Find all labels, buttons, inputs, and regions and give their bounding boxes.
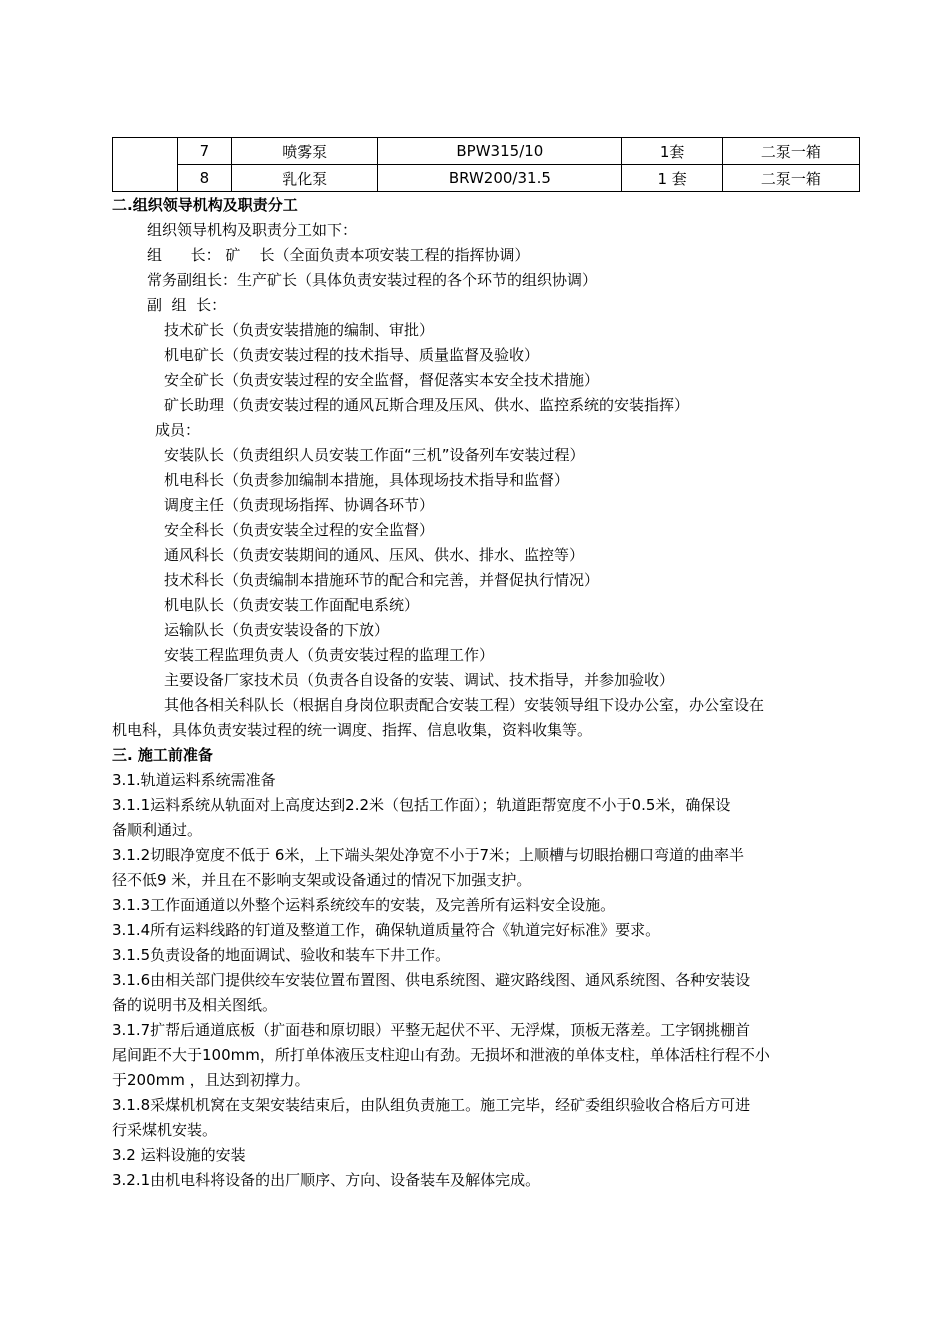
text-line: 技术科长（负责编制本措施环节的配合和完善，并督促执行情况） — [164, 571, 600, 589]
text-line: 机电科，具体负责安装过程的统一调度、指挥、信息收集，资料收集等。 — [112, 721, 593, 739]
text-line: 尾间距不大于100mm，所打单体液压支柱迎山有劲。无损坏和泄液的单体支柱，单体活柱行程不小 — [112, 1046, 770, 1064]
text-line: 安装队长（负责组织人员安装工作面“三机”设备列车安装过程） — [164, 446, 585, 464]
text-line: 3.1.8采煤机机窝在支架安装结束后，由队组负责施工。施工完毕，经矿委组织验收合格后方可进 — [112, 1096, 751, 1114]
text-line: 安全矿长（负责安装过程的安全监督，督促落实本安全技术措施） — [164, 371, 600, 389]
text-line: 3.2.1由机电科将设备的出厂顺序、方向、设备装车及解体完成。 — [112, 1171, 541, 1189]
text-line: 行采煤机安装。 — [112, 1121, 218, 1139]
section-heading: 二.组织领导机构及职责分工 — [112, 196, 298, 214]
section-heading: 三. 施工前准备 — [112, 746, 213, 764]
text-line: 调度主任（负责现场指挥、协调各环节） — [164, 496, 435, 514]
text-line: 3.1.1运料系统从轨面对上高度达到2.2米（包括工作面）；轨道距帮宽度不小于0.5米，确保设 — [112, 796, 731, 814]
table-cell-name: 喷雾泵 — [232, 138, 378, 165]
table-cell-model: BRW200/31.5 — [378, 165, 622, 192]
text-line: 备顺利通过。 — [112, 821, 203, 839]
text-line: 矿长助理（负责安装过程的通风瓦斯合理及压风、供水、监控系统的安装指挥） — [164, 396, 690, 414]
text-line: 组织领导机构及职责分工如下： — [147, 221, 358, 239]
table-cell-no: 8 — [177, 165, 232, 192]
text-line: 主要设备厂家技术员（负责各自设备的安装、调试、技术指导，并参加验收） — [164, 671, 675, 689]
text-line: 安全科长（负责安装全过程的安全监督） — [164, 521, 435, 539]
text-line: 运输队长（负责安装设备的下放） — [164, 621, 390, 639]
text-line: 机电科长（负责参加编制本措施，具体现场技术指导和监督） — [164, 471, 570, 489]
text-line: 机电矿长（负责安装过程的技术指导、质量监督及验收） — [164, 346, 540, 364]
text-line: 其他各相关科队长（根据自身岗位职责配合安装工程）安装领导组下设办公室，办公室设在 — [164, 696, 765, 714]
text-line: 组 长： 矿 长（全面负责本项安装工程的指挥协调） — [147, 246, 530, 264]
text-line: 3.2 运料设施的安装 — [112, 1146, 246, 1164]
table-cell-no: 7 — [177, 138, 232, 165]
text-line: 3.1.2切眼净宽度不低于 6米，上下端头架处净宽不小于7米；上顺槽与切眼抬棚口弯道的曲率半 — [112, 846, 745, 864]
text-line: 机电队长（负责安装工作面配电系统） — [164, 596, 420, 614]
table-cell-model: BPW315/10 — [378, 138, 622, 165]
text-line: 通风科长（负责安装期间的通风、压风、供水、排水、监控等） — [164, 546, 585, 564]
table-cell-blank — [113, 138, 178, 192]
text-line: 3.1.7扩帮后通道底板（扩面巷和原切眼）平整无起伏不平、无浮煤，顶板无落差。工字钢挑棚首 — [112, 1021, 751, 1039]
text-line: 常务副组长：生产矿长（具体负责安装过程的各个环节的组织协调） — [147, 271, 598, 289]
text-line: 安装工程监理负责人（负责安装过程的监理工作） — [164, 646, 495, 664]
text-line: 备的说明书及相关图纸。 — [112, 996, 278, 1014]
table-cell-name: 乳化泵 — [232, 165, 378, 192]
table-cell-qty: 1 套 — [622, 165, 722, 192]
text-line: 径不低9 米，并且在不影响支架或设备通过的情况下加强支护。 — [112, 871, 532, 889]
text-line: 3.1.3工作面通道以外整个运料系统绞车的安装，及完善所有运料安全设施。 — [112, 896, 616, 914]
table-cell-note: 二泵一箱 — [722, 165, 859, 192]
text-line: 3.1.5负责设备的地面调试、验收和装车下井工作。 — [112, 946, 451, 964]
text-line: 3.1.轨道运料系统需准备 — [112, 771, 276, 789]
text-line: 3.1.6由相关部门提供绞车安装位置布置图、供电系统图、避灾路线图、通风系统图、各种安装设 — [112, 971, 751, 989]
equipment-table — [112, 137, 860, 192]
table-row — [113, 165, 860, 192]
table-cell-note: 二泵一箱 — [722, 138, 859, 165]
text-line: 成员： — [155, 421, 201, 439]
text-line: 副 组 长： — [147, 296, 227, 314]
text-line: 3.1.4所有运料线路的钉道及整道工作，确保轨道质量符合《轨道完好标准》要求。 — [112, 921, 661, 939]
text-line: 于200mm ，且达到初撑力。 — [112, 1071, 310, 1089]
table-cell-qty: 1套 — [622, 138, 722, 165]
text-line: 技术矿长（负责安装措施的编制、审批） — [164, 321, 435, 339]
table-row — [113, 138, 860, 165]
